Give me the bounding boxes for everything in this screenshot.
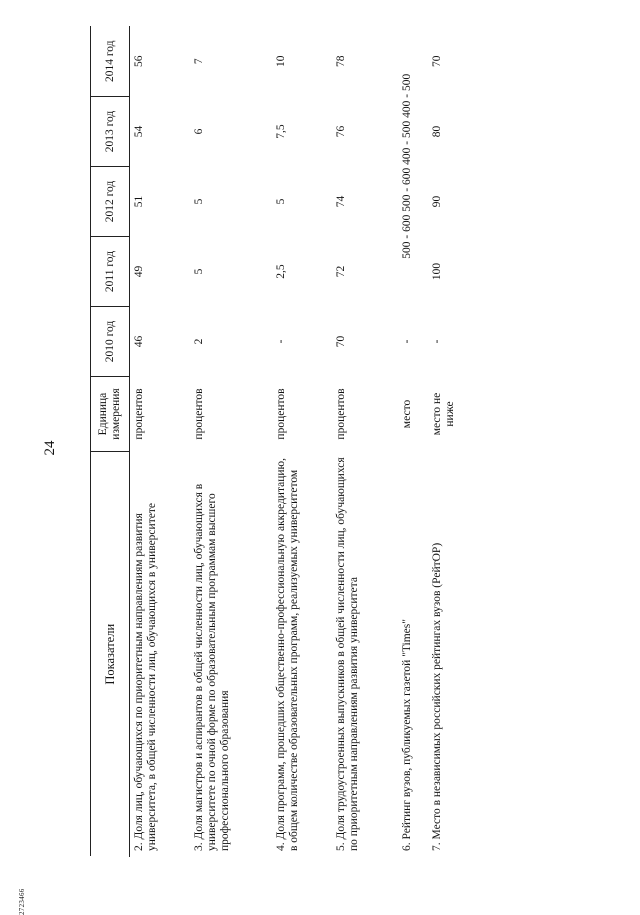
- value-2013: 80: [430, 125, 443, 138]
- value-2013: 76: [334, 125, 347, 138]
- header-year-2013: 2013 год: [91, 97, 130, 167]
- value-2014: 7: [192, 58, 205, 65]
- value-2013: 7,5: [274, 124, 287, 139]
- value-2011: 2,5: [274, 264, 287, 279]
- document-id: 2723466: [18, 888, 26, 915]
- value-2013: 6: [192, 128, 205, 135]
- value-2013: 54: [133, 125, 145, 138]
- value-2014: 56: [133, 55, 145, 67]
- unit-cell: место: [400, 399, 413, 429]
- table-row: [272, 27, 332, 857]
- indicators-table-wrapper: [90, 27, 510, 857]
- value-2010: 46: [133, 335, 145, 348]
- unit-cell: процентов: [133, 388, 145, 440]
- value-2010: -: [430, 339, 443, 344]
- header-unit: Единица измерения: [91, 377, 130, 452]
- unit-cell: процентов: [274, 388, 287, 440]
- rating-values-span: 500 - 600 500 - 600 400 - 500 400 - 500: [400, 73, 413, 259]
- value-2014: 10: [274, 55, 287, 67]
- header-year-2011: 2011 год: [91, 237, 130, 307]
- table-row: [398, 27, 428, 857]
- header-year-2010: 2010 год: [91, 307, 130, 377]
- value-2010: 70: [334, 335, 347, 348]
- value-2014: 70: [430, 55, 443, 67]
- indicator-name: 3. Доля магистров и аспирантов в общей численности лиц, обучающихся в университете по очной форме по образовательным программам высшего профессионального образования: [192, 483, 231, 851]
- table-row: [428, 27, 468, 857]
- header-year-2014: 2014 год: [91, 27, 130, 97]
- table-row: [332, 27, 398, 857]
- value-2010: -: [274, 339, 287, 344]
- unit-cell: процентов: [334, 388, 347, 440]
- value-2012: 74: [334, 195, 347, 208]
- value-2011: 5: [192, 268, 205, 275]
- value-2011: 100: [430, 262, 443, 281]
- value-2010: 2: [192, 338, 205, 345]
- indicator-name: 5. Доля трудоустроенных выпускников в общей численности лиц, обучающихся по приоритетным направлениям развития университета: [334, 457, 360, 851]
- header-year-2012: 2012 год: [91, 167, 130, 237]
- header-row: [91, 27, 130, 857]
- value-2012: 5: [192, 198, 205, 205]
- indicator-name: 6. Рейтинг вузов, публикуемых газетой "Times": [400, 619, 413, 851]
- value-2011: 49: [133, 265, 145, 278]
- indicator-name: 7. Место в независимых российских рейтингах вузов (РейтОР): [430, 542, 443, 851]
- unit-cell: процентов: [192, 388, 205, 440]
- header-indicator: Показатели: [91, 452, 130, 857]
- indicator-name: 4. Доля программ, прошедших общественно-профессиональную аккредитацию, в общем количестве образовательных программ, реализуемых университетом: [274, 457, 300, 851]
- value-2012: 51: [133, 195, 145, 208]
- indicator-name: 2. Доля лиц, обучающихся по приоритетным направлениям развития университета, в общей численности лиц, обучающихся в университете: [133, 503, 158, 851]
- unit-cell: место не ниже: [430, 392, 456, 436]
- indicators-table: [90, 27, 468, 858]
- value-2012: 90: [430, 195, 443, 208]
- value-2010: -: [400, 339, 413, 344]
- page-number: 24: [42, 440, 58, 456]
- table-row: [190, 27, 272, 857]
- value-2014: 78: [334, 55, 347, 67]
- table-row: [130, 27, 190, 857]
- value-2011: 72: [334, 265, 347, 278]
- value-2012: 5: [274, 198, 287, 205]
